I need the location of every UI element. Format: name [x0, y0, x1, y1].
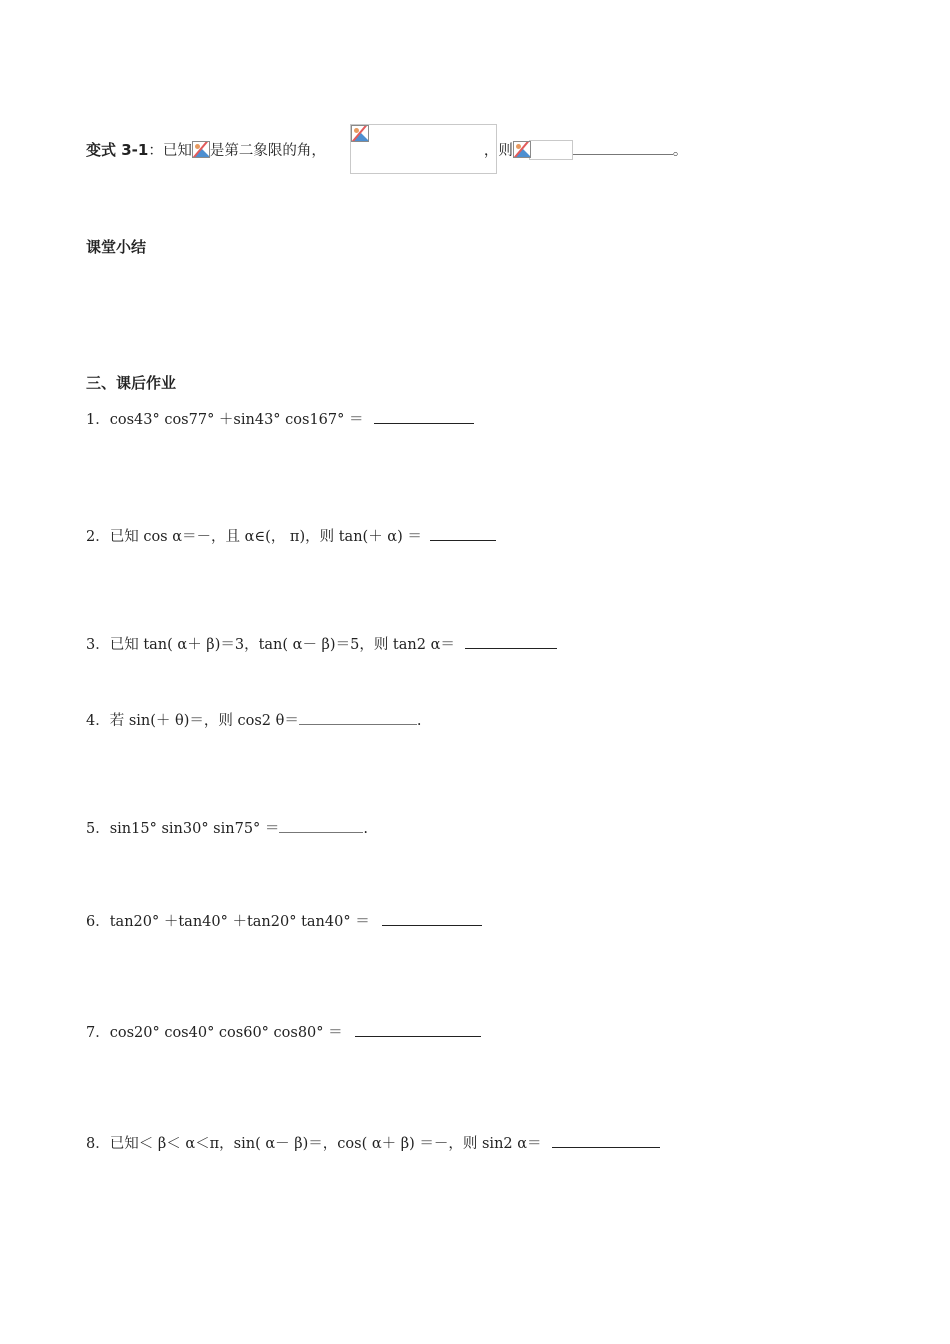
question-text: 6．tan20° ＋tan40° ＋tan20° tan40° ＝	[86, 914, 375, 930]
homework-item-7	[86, 1022, 481, 1043]
question-text: 1．cos43° cos77° ＋sin43° cos167° ＝	[86, 412, 369, 428]
variant-text-then: ，则	[483, 143, 513, 159]
question-text: 4．若 sin(＋ θ)＝，则 cos2 θ＝	[86, 713, 299, 729]
broken-image-icon	[513, 141, 531, 158]
answer-blank[interactable]	[374, 409, 474, 424]
variant-label: 变式 3-1	[86, 141, 149, 159]
answer-blank[interactable]	[382, 911, 482, 926]
variant-colon: ：	[148, 143, 163, 159]
question-text: 2．已知 cos α＝－，且 α∈(， π)，则 tan(＋ α) ＝	[86, 529, 427, 545]
variant-text-quadrant: 是第二象限的角，	[209, 143, 326, 159]
homework-item-3	[86, 634, 557, 655]
question-text: 8．已知＜ β＜ α＜π，sin( α－ β)＝，cos( α＋ β) ＝－，则 sin2 α＝	[86, 1136, 547, 1152]
question-end: .	[363, 821, 369, 837]
question-text: 3．已知 tan( α＋ β)＝3，tan( α－ β)＝5，则 tan2 α＝	[86, 637, 460, 653]
answer-blank[interactable]	[552, 1133, 660, 1148]
answer-blank[interactable]	[355, 1022, 481, 1037]
homework-title: 三、课后作业	[86, 374, 177, 392]
answer-blank[interactable]	[279, 818, 363, 833]
homework-item-5	[86, 818, 368, 839]
homework-item-4	[86, 710, 421, 731]
broken-image-placeholder-small	[529, 140, 573, 160]
question-end: .	[416, 713, 422, 729]
variant-end: 。	[672, 143, 688, 159]
variant-3-1-line	[86, 140, 687, 161]
broken-image-icon	[192, 141, 210, 158]
variant-text-known: 已知	[162, 143, 192, 159]
answer-blank[interactable]	[430, 526, 496, 541]
question-text: 5．sin15° sin30° sin75° ＝	[86, 821, 280, 837]
answer-blank[interactable]	[465, 634, 557, 649]
homework-item-8	[86, 1133, 660, 1154]
answer-blank[interactable]	[299, 710, 417, 725]
summary-title: 课堂小结	[86, 238, 147, 256]
homework-item-6	[86, 911, 482, 932]
answer-blank[interactable]	[573, 140, 673, 155]
homework-item-2	[86, 526, 496, 547]
question-text: 7．cos20° cos40° cos60° cos80° ＝	[86, 1025, 348, 1041]
homework-item-1	[86, 409, 474, 430]
